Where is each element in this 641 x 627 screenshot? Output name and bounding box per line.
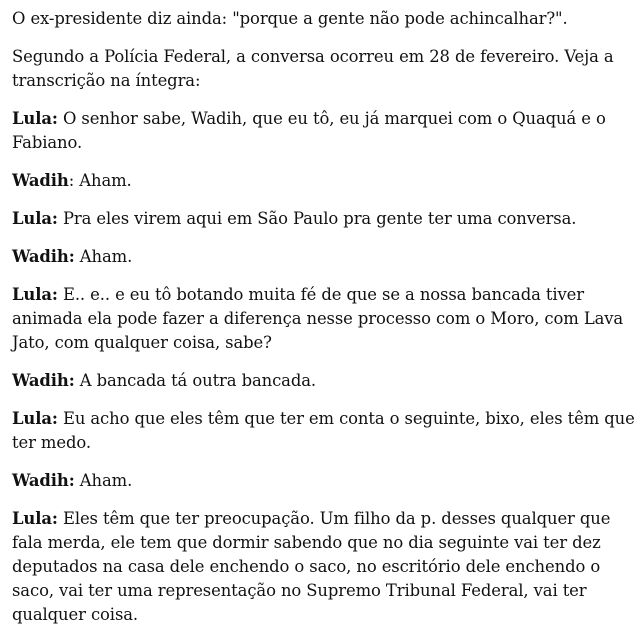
transcript-line [12,169,635,193]
speaker-name: Wadih: [12,471,75,490]
speech-text: : Aham. [68,171,132,190]
transcript-line [12,245,635,269]
speech-text: Aham. [74,471,133,490]
transcript-line [12,283,635,355]
transcript-line [12,469,635,493]
context-paragraph: Segundo a Polícia Federal, a conversa ocorreu em 28 de fevereiro. Veja a transcrição na íntegra: [12,47,614,90]
transcript-line [12,407,635,455]
speech-text: O senhor sabe, Wadih, que eu tô, eu já marquei com o Quaquá e o Fabiano. [12,109,606,152]
speaker-name: Wadih: [12,247,75,266]
speaker-name: Lula: [12,509,58,528]
intro-paragraph: O ex-presidente diz ainda: "porque a gente não pode achincalhar?". [12,9,568,28]
speaker-name: Wadih: [12,371,75,390]
speech-text: Pra eles virem aqui em São Paulo pra gente ter uma conversa. [57,209,577,228]
speech-text: E.. e.. e eu tô botando muita fé de que se a nossa bancada tiver animada ela pode fazer a diferença nesse processo com o Moro, com Lava Jato, com qualquer coisa, sabe? [12,285,624,352]
transcript-line [12,107,635,155]
speaker-name: Lula: [12,285,58,304]
speech-text: Eu acho que eles têm que ter em conta o seguinte, bixo, eles têm que ter medo. [12,409,635,452]
transcript-line [12,507,635,627]
speaker-name: Lula: [12,209,58,228]
transcript-line [12,207,635,231]
transcript-line [12,369,635,393]
speech-text: A bancada tá outra bancada. [74,371,317,390]
speech-text: Eles têm que ter preocupação. Um filho da p. desses qualquer que fala merda, ele tem que dormir sabendo que no dia seguinte vai ter dez deputados na casa dele enchendo o saco, no escritório dele enchendo o saco, vai ter uma representação no Supremo Tribunal Federal, vai ter qualquer coisa. [12,509,611,624]
speech-text: Aham. [74,247,133,266]
speaker-name: Wadih [12,171,69,190]
speaker-name: Lula: [12,109,58,128]
speaker-name: Lula: [12,409,58,428]
